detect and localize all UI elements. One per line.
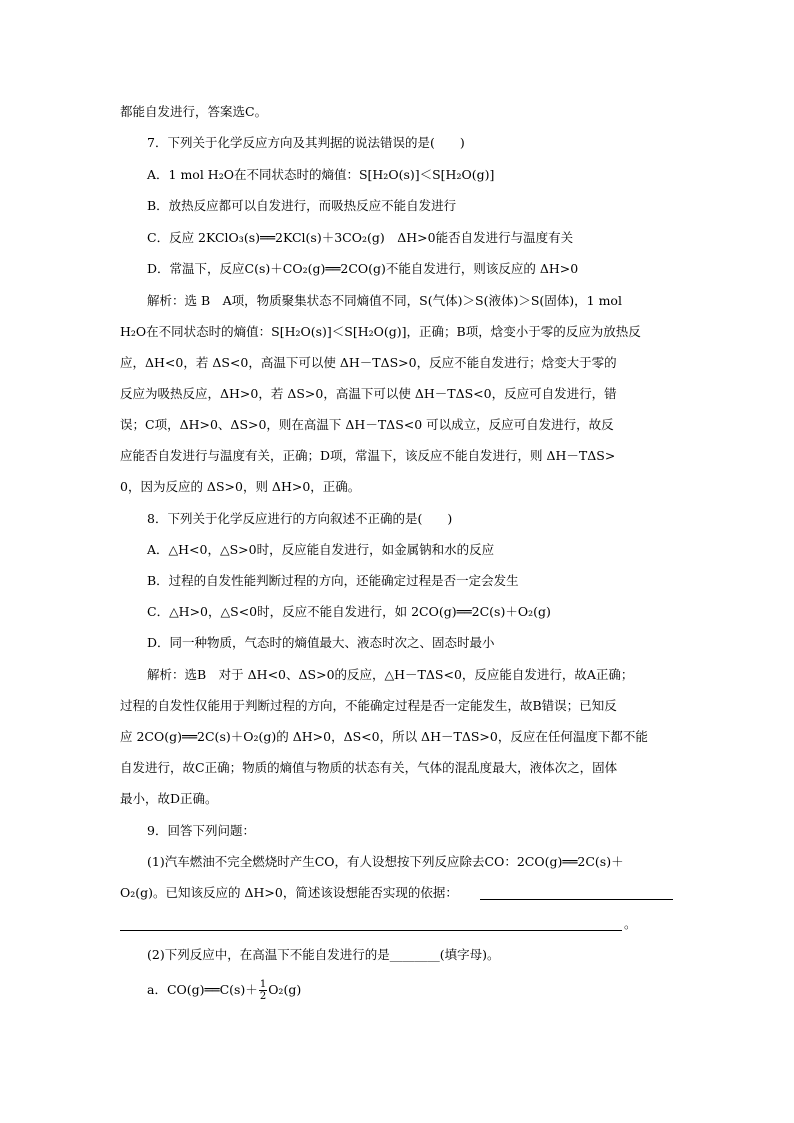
question-9: 9．回答下列问题： <box>147 823 255 838</box>
answer-8-line: 最小，故D正确。 <box>120 791 218 806</box>
fraction-denominator: 2 <box>259 991 267 1002</box>
question-9-part-1: O₂(g)。已知该反应的 ΔH>0，简述该设想能否实现的依据： <box>120 885 458 900</box>
answer-7-line: 应能否自发进行与温度有关，正确；D项，常温下，该反应不能自发进行，则 ΔH－TΔS> <box>120 448 616 463</box>
question-7-option-c: C．反应 2KClO₃(s)══2KCl(s)＋3CO₂(g) ΔH>0能否自发进行与温度有关 <box>147 230 574 245</box>
answer-8-line: 过程的自发性仅能用于判断过程的方向，不能确定过程是否一定能发生，故B错误；已知反 <box>120 698 617 713</box>
answer-8-line: 应 2CO(g)══2C(s)＋O₂(g)的 ΔH>0，ΔS<0，所以 ΔH－TΔS>0，反应在任何温度下都不能 <box>120 729 648 744</box>
period-mark: 。 <box>624 916 637 931</box>
question-9-part-2: (2)下列反应中，在高温下不能自发进行的是________(填字母)。 <box>147 947 500 962</box>
question-8-option-a: A．△H<0，△S>0时，反应能自发进行，如金属钠和水的反应 <box>147 542 495 557</box>
answer-7-line: H₂O在不同状态时的熵值：S[H₂O(s)]＜S[H₂O(g)]，正确；B项，焓变小于零的反应为放热反 <box>120 324 641 339</box>
question-7-option-d: D．常温下，反应C(s)＋CO₂(g)══2CO(g)不能自发进行，则该反应的 ΔH>0 <box>147 261 579 276</box>
answer-7-line: 解析：选 B A项，物质聚集状态不同熵值不同，S(气体)＞S(液体)＞S(固体)，1 mol <box>147 293 622 308</box>
answer-8-line: 自发进行，故C正确；物质的熵值与物质的状态有关，气体的混乱度最大，液体次之，固体 <box>120 760 618 775</box>
answer-blank-line <box>480 899 673 900</box>
question-8-option-c: C．△H>0，△S<0时，反应不能自发进行，如 2CO(g)══2C(s)＋O₂(g) <box>147 604 551 619</box>
fraction-one-half <box>259 979 267 1002</box>
text-line: 都能自发进行，答案选C。 <box>120 104 268 119</box>
question-8-option-d: D．同一种物质，气态时的熵值最大、液态时次之、固态时最小 <box>147 635 495 650</box>
answer-7-line: 应，ΔH<0，若 ΔS<0，高温下可以使 ΔH－TΔS>0，反应不能自发进行；焓变大于零的 <box>120 355 617 370</box>
answer-7-line: 反应为吸热反应，ΔH>0，若 ΔS>0，高温下可以使 ΔH－TΔS<0，反应可自发进行，错 <box>120 386 617 401</box>
question-7-option-b: B．放热反应都可以自发进行，而吸热反应不能自发进行 <box>147 198 457 213</box>
question-9-part-1: (1)汽车燃油不完全燃烧时产生CO，有人设想按下列反应除去CO：2CO(g)══2C(s)＋ <box>147 854 624 869</box>
answer-blank-line <box>120 930 622 931</box>
question-8: 8．下列关于化学反应进行的方向叙述不正确的是( ) <box>147 511 453 526</box>
answer-7-line: 0，因为反应的 ΔS>0，则 ΔH>0，正确。 <box>120 479 361 494</box>
fraction-numerator: 1 <box>259 979 267 990</box>
question-7-option-a: A．1 mol H₂O在不同状态时的熵值：S[H₂O(s)]＜S[H₂O(g)] <box>147 167 495 182</box>
question-8-option-b: B．过程的自发性能判断过程的方向，还能确定过程是否一定会发生 <box>147 573 519 588</box>
option-a-text: O₂(g) <box>268 982 302 997</box>
answer-7-line: 误；C项，ΔH>0、ΔS>0，则在高温下 ΔH－TΔS<0 可以成立，反应可自发进行，故反 <box>120 417 614 432</box>
question-9-option-a <box>147 979 301 1002</box>
answer-8-line: 解析：选B 对于 ΔH<0、ΔS>0的反应，△H－TΔS<0，反应能自发进行，故A正确； <box>147 667 634 682</box>
option-a-text: a．CO(g)══C(s)＋ <box>147 982 258 997</box>
question-7: 7．下列关于化学反应方向及其判据的说法错误的是( ) <box>147 135 465 150</box>
